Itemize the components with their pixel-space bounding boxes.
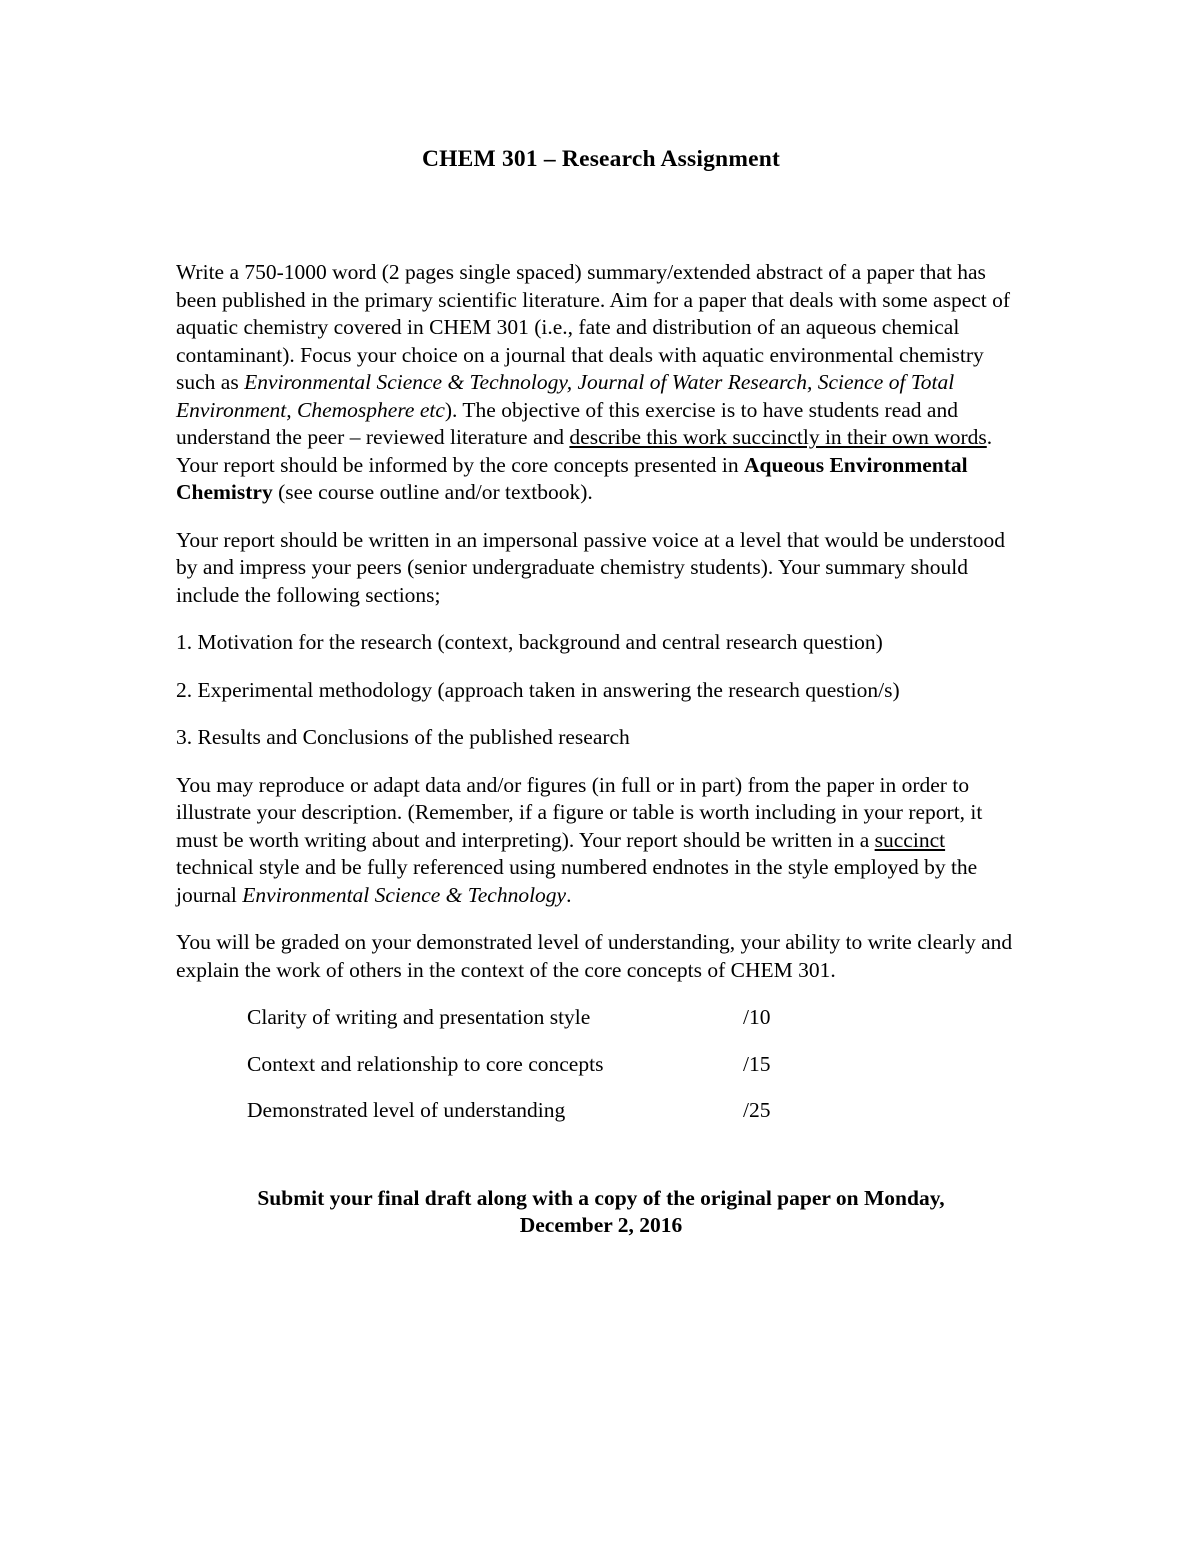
grading-paragraph: You will be graded on your demonstrated level of understanding, your ability to write clearly and explain the work of others in the context of the core concepts of CHEM 301. — [176, 930, 1013, 982]
rubric-row — [247, 1004, 1026, 1032]
rubric-points: /15 — [743, 1051, 771, 1076]
intro-text-b: ). The objective of this exercise is to have students read and understand the peer – reviewed literature and — [176, 397, 958, 449]
figures-text-c: . — [566, 882, 572, 907]
intro-text-d: (see course outline and/or textbook). — [272, 480, 593, 504]
figures-paragraph — [176, 772, 1026, 910]
journal-name: Environmental Science & Technology — [242, 882, 567, 907]
underlined-instruction: describe this work succinctly in their own words — [569, 425, 987, 449]
succinct-word: succinct — [874, 827, 946, 852]
document-title: CHEM 301 – Research Assignment — [421, 146, 781, 172]
section-item-methodology: 2. Experimental methodology (approach taken in answering the research question/s) — [176, 677, 900, 702]
section-item-motivation: 1. Motivation for the research (context, background and central research question) — [176, 630, 883, 654]
rubric-row — [247, 1097, 1026, 1125]
figures-text-b: technical style and be fully referenced using numbered endnotes in the style employed by the journal — [176, 855, 978, 907]
rubric-label: Clarity of writing and presentation style — [247, 1005, 591, 1029]
grading-rubric — [247, 1004, 1026, 1125]
document-page — [176, 144, 1026, 1240]
textbook-title: Aqueous Environmental Chemistry — [176, 452, 968, 504]
intro-paragraph — [176, 259, 1026, 507]
journal-list: Environmental Science & Technology, Journal of Water Research, Science of Total Environment, Chemosphere etc — [176, 370, 955, 422]
rubric-label: Demonstrated level of understanding — [247, 1098, 566, 1122]
section-item-results: 3. Results and Conclusions of the published research — [176, 725, 630, 749]
intro-text-c: . Your report should be informed by the core concepts presented in — [176, 425, 993, 477]
submission-line: Submit your final draft along with a copy of the original paper on Monday, — [257, 1185, 945, 1210]
figures-text-a: You may reproduce or adapt data and/or figures (in full or in part) from the paper in order to illustrate your description. (Remember, if a figure or table is worth including in your report, it must be worth writing about and interpreting). Your report should be written in a — [176, 772, 983, 852]
rubric-points: /25 — [743, 1098, 771, 1122]
rubric-points: /10 — [743, 1005, 771, 1029]
rubric-row — [247, 1051, 1026, 1079]
style-paragraph: Your report should be written in an impersonal passive voice at a level that would be understood by and impress your peers (senior undergraduate chemistry students). Your summary should include the following sections; — [176, 527, 1005, 607]
submission-date: December 2, 2016 — [519, 1213, 683, 1237]
rubric-label: Context and relationship to core concepts — [247, 1051, 604, 1076]
submission-notice — [176, 1185, 1026, 1240]
intro-text-a: Write a 750-1000 word (2 pages single spaced) summary/extended abstract of a paper that has been published in the primary scientific literature. Aim for a paper that deals with some aspect of aquatic chemistry covered in CHEM 301 (i.e., fate and distribution of an aqueous chemical contaminant). Focus your choice on a journal that deals with aquatic environmental chemistry such as — [176, 260, 1011, 394]
